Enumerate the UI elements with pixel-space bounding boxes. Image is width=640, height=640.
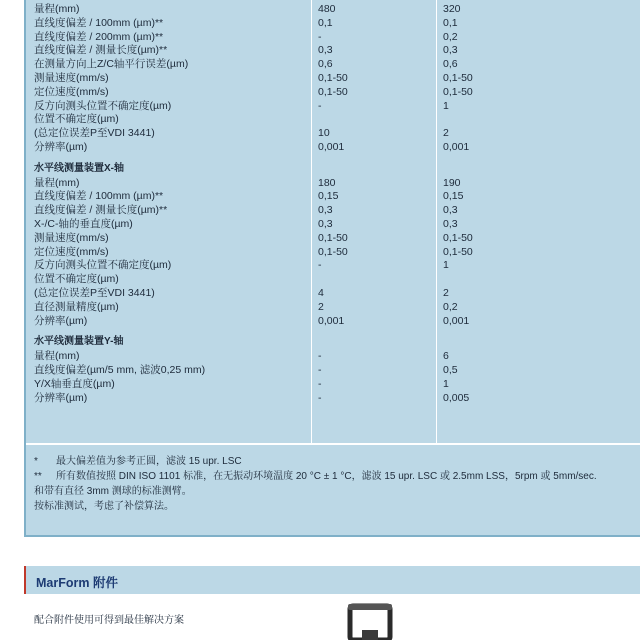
spec-label: 分辨率(µm) <box>34 392 88 404</box>
spec-value-model-2: 0,2 <box>443 31 458 43</box>
spec-label: 定位速度(mm/s) <box>34 246 109 258</box>
spec-row <box>34 300 634 314</box>
spec-value-model-1: - <box>318 392 322 404</box>
spec-row <box>34 391 634 405</box>
spec-label: 在测量方向上Z/C轴平行误差(µm) <box>34 58 189 70</box>
spec-label: 位置不确定度(µm) <box>34 273 119 285</box>
spec-row <box>34 349 634 363</box>
spec-row <box>34 126 634 140</box>
spec-label: 反方向测头位置不确定度(µm) <box>34 100 172 112</box>
spec-value-model-2: 1 <box>443 378 449 390</box>
spec-value-model-1: 0,3 <box>318 218 333 230</box>
spec-value-model-1: 2 <box>318 301 324 313</box>
spec-row <box>34 176 634 190</box>
spec-label: 量程(mm) <box>34 350 80 362</box>
footnote-1 <box>34 454 634 470</box>
spec-row <box>34 43 634 57</box>
spec-label: 直线度偏差 / 100mm (µm)** <box>34 190 164 202</box>
spec-value-model-1: - <box>318 31 322 43</box>
footnote-text: 所有数值按照 DIN ISO 1101 标准，在无振动环境温度 20 °C ± 1 °C，滤波 15 upr. LSC 或 2.5mm LSS，5rpm 或 5mm/sec. <box>56 471 597 482</box>
spec-value-model-2: 0,6 <box>443 58 458 70</box>
spec-value-model-2: 0,1-50 <box>443 246 473 258</box>
spec-value-model-1: 0,15 <box>318 190 339 202</box>
spec-value-model-2: 0,15 <box>443 190 464 202</box>
spec-label: (总定位误差P至VDI 3441) <box>34 127 155 139</box>
spec-value-model-1: - <box>318 350 322 362</box>
spec-row <box>34 140 634 154</box>
spec-value-model-1: 0,1-50 <box>318 246 348 258</box>
spec-value-model-1: 0,3 <box>318 204 333 216</box>
spec-value-model-1: - <box>318 364 322 376</box>
spec-row <box>34 377 634 391</box>
spec-label: 量程(mm) <box>34 3 80 15</box>
spec-value-model-2: 320 <box>443 3 461 15</box>
footnote-text: 最大偏差值为参考正圆，滤波 15 upr. LSC <box>56 456 242 467</box>
spec-label: 直线度偏差 / 200mm (µm)** <box>34 31 164 43</box>
spec-row <box>34 258 634 272</box>
spec-value-model-2: 0,001 <box>443 141 470 153</box>
spec-value-model-2: 0,1-50 <box>443 86 473 98</box>
spec-value-model-2: 1 <box>443 259 449 271</box>
spec-value-model-2: 2 <box>443 287 449 299</box>
spec-label: Y/X轴垂直度(µm) <box>34 378 115 390</box>
spec-row <box>34 217 634 231</box>
spec-value-model-1: 0,001 <box>318 141 345 153</box>
section-title-row <box>34 162 634 176</box>
spec-row <box>34 286 634 300</box>
spec-row <box>34 363 634 377</box>
section-title-row <box>34 335 634 349</box>
spec-label: 直线度偏差 / 测量长度(µm)** <box>34 204 168 216</box>
spec-row <box>34 99 634 113</box>
spec-value-model-2: 2 <box>443 127 449 139</box>
spec-row <box>34 245 634 259</box>
spec-value-model-1: 4 <box>318 287 324 299</box>
notes-divider <box>26 443 640 445</box>
footnote-mark: ** <box>34 471 42 482</box>
spec-value-model-2: 190 <box>443 177 461 189</box>
accessories-title: MarForm 附件 <box>36 576 118 590</box>
clamp-fixture-icon <box>346 602 394 640</box>
spec-row <box>34 272 634 286</box>
spec-label: 量程(mm) <box>34 177 80 189</box>
spec-label: X-/C-轴的垂直度(µm) <box>34 218 133 230</box>
spec-row <box>34 57 634 71</box>
footnote-2 <box>34 469 634 485</box>
spec-row <box>34 30 634 44</box>
spec-label: 反方向测头位置不确定度(µm) <box>34 259 172 271</box>
footnote-mark: * <box>34 456 38 467</box>
spec-value-model-2: 0,1-50 <box>443 72 473 84</box>
section-title: 水平线测量装置X-轴 <box>34 163 124 174</box>
spec-value-model-1: 0,1 <box>318 17 333 29</box>
spec-value-model-1: - <box>318 378 322 390</box>
spec-row <box>34 2 634 16</box>
spec-value-model-2: 0,3 <box>443 44 458 56</box>
spec-value-model-2: 6 <box>443 350 449 362</box>
spec-value-model-2: 0,5 <box>443 364 458 376</box>
accessories-subtitle: 配合附件使用可得到最佳解决方案 <box>34 615 184 626</box>
spec-value-model-1: 0,1-50 <box>318 232 348 244</box>
spec-value-model-1: 0,3 <box>318 44 333 56</box>
spec-row <box>34 112 634 126</box>
spec-label: 测量速度(mm/s) <box>34 72 109 84</box>
spec-value-model-1: 0,1-50 <box>318 72 348 84</box>
spec-value-model-1: 480 <box>318 3 336 15</box>
spec-value-model-2: 0,3 <box>443 204 458 216</box>
spec-value-model-1: 0,1-50 <box>318 86 348 98</box>
footnote-text: 和带有直径 3mm 测球的标准测臂。 <box>34 486 192 497</box>
footnote-3 <box>34 484 634 500</box>
spec-label: 直线度偏差 / 100mm (µm)** <box>34 17 164 29</box>
spec-row <box>34 189 634 203</box>
spec-row <box>34 85 634 99</box>
spec-label: 定位速度(mm/s) <box>34 86 109 98</box>
spec-label: 分辨率(µm) <box>34 141 88 153</box>
spec-value-model-1: - <box>318 100 322 112</box>
spec-value-model-2: 0,005 <box>443 392 470 404</box>
spec-row <box>34 203 634 217</box>
spec-row <box>34 16 634 30</box>
spec-row <box>34 314 634 328</box>
spec-value-model-2: 1 <box>443 100 449 112</box>
spec-row <box>34 231 634 245</box>
spec-value-model-2: 0,1-50 <box>443 232 473 244</box>
spec-label: 直线度偏差(µm/5 mm, 滤波0,25 mm) <box>34 364 206 376</box>
spec-value-model-2: 0,2 <box>443 301 458 313</box>
section-title: 水平线测量装置Y-轴 <box>34 336 124 347</box>
spec-value-model-1: 10 <box>318 127 330 139</box>
spec-value-model-2: 0,3 <box>443 218 458 230</box>
spec-label: 测量速度(mm/s) <box>34 232 109 244</box>
spec-value-model-1: - <box>318 259 322 271</box>
spec-value-model-1: 0,001 <box>318 315 345 327</box>
spec-label: 直径测量精度(µm) <box>34 301 119 313</box>
accessories-header <box>24 566 640 594</box>
spec-value-model-2: 0,1 <box>443 17 458 29</box>
spec-value-model-1: 0,6 <box>318 58 333 70</box>
footnote-text: 按标准测试，考虑了补偿算法。 <box>34 501 174 512</box>
spec-value-model-1: 180 <box>318 177 336 189</box>
spec-row <box>34 71 634 85</box>
spec-label: (总定位误差P至VDI 3441) <box>34 287 155 299</box>
spec-label: 位置不确定度(µm) <box>34 113 119 125</box>
spec-label: 直线度偏差 / 测量长度(µm)** <box>34 44 168 56</box>
spec-panel <box>24 0 640 537</box>
footnote-4 <box>34 499 634 515</box>
spec-label: 分辨率(µm) <box>34 315 88 327</box>
spec-value-model-2: 0,001 <box>443 315 470 327</box>
